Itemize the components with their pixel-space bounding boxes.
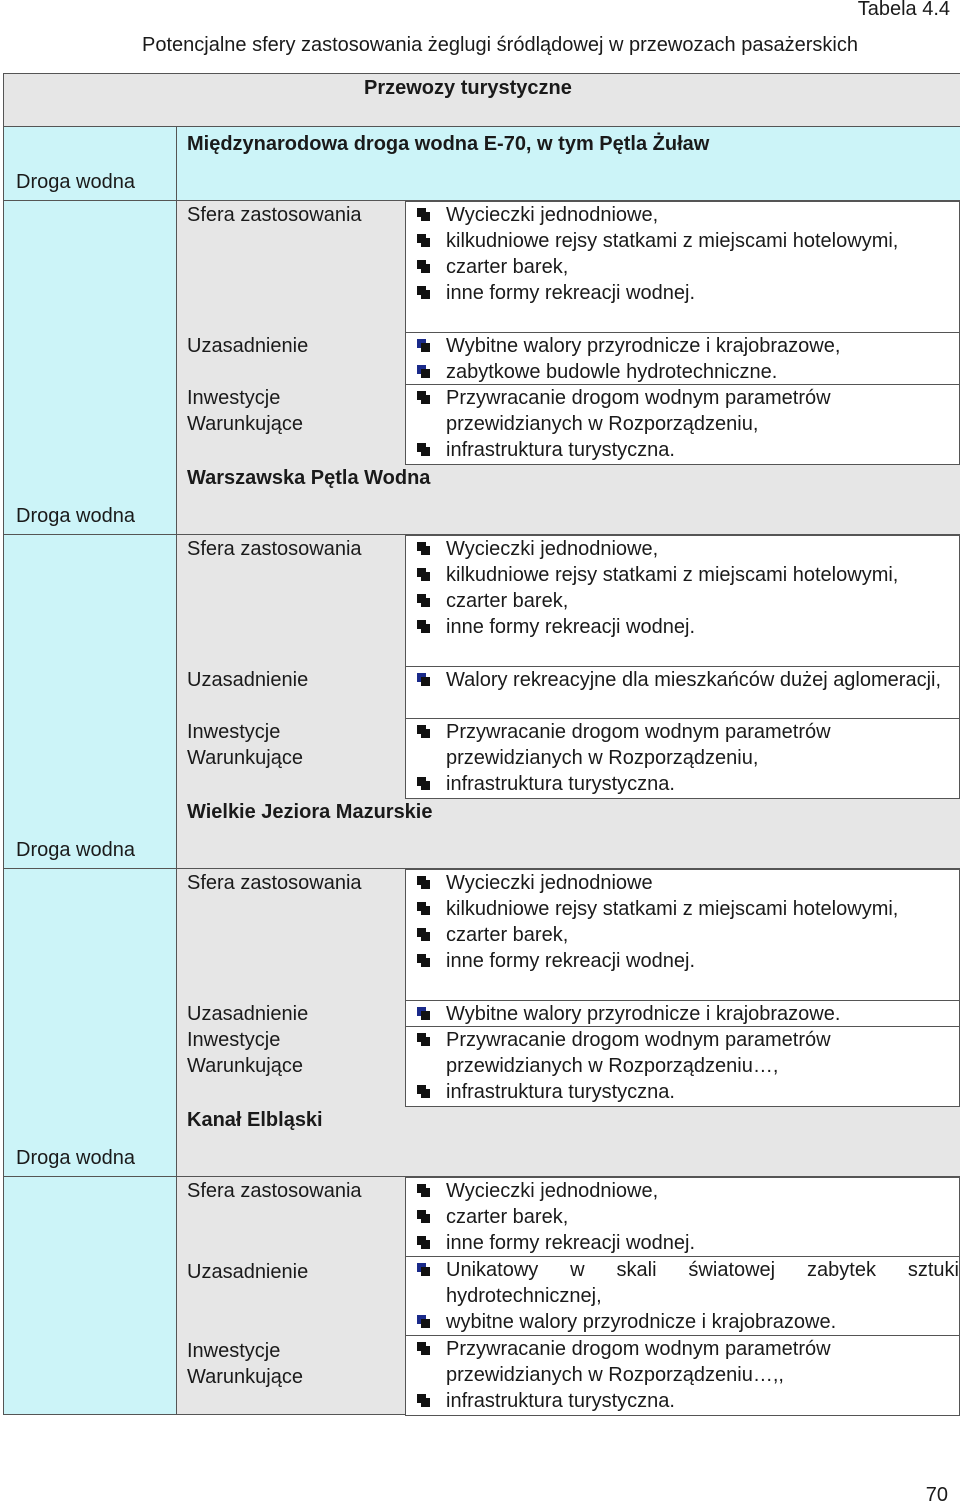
inwestycje-label: Inwestycje Warunkujące xyxy=(187,1027,407,1079)
list-item: Wycieczki jednodniowe, xyxy=(406,1178,959,1204)
bullet-icon xyxy=(417,443,430,456)
inwestycje-section xyxy=(177,1026,960,1106)
inwestycje-list-box xyxy=(405,384,960,465)
droga-wodna-label: Droga wodna xyxy=(16,839,135,862)
uzasadnienie-section xyxy=(177,1000,960,1027)
list-item: kilkudniowe rejsy statkami z miejscami hotelowymi, xyxy=(406,562,959,588)
list-item: czarter barek, xyxy=(406,588,959,614)
inwestycje-section xyxy=(177,718,960,798)
header-label: Przewozy turystyczne xyxy=(364,77,572,100)
bullet-icon xyxy=(417,1236,430,1249)
applications-table xyxy=(3,73,960,1415)
bullet-icon xyxy=(417,1210,430,1223)
bullet-icon xyxy=(417,542,430,555)
uzasadnienie-section xyxy=(177,1256,960,1336)
droga-label-cell xyxy=(4,869,177,1177)
waterway-details-cell xyxy=(177,1177,960,1415)
list-item: Wycieczki jednodniowe xyxy=(406,870,959,896)
sfera-section xyxy=(177,869,960,1001)
list-item: czarter barek, xyxy=(406,922,959,948)
bullet-icon xyxy=(417,620,430,633)
table-title: Potencjalne sfery zastosowania żeglugi śródlądowej w przewozach pasażerskich xyxy=(0,34,960,57)
list-item: Przywracanie drogom wodnym parametrów przewidzianych w Rozporządzeniu…, xyxy=(406,1027,959,1079)
list-item: inne formy rekreacji wodnej. xyxy=(406,280,959,306)
list-item: wybitne walory przyrodnicze i krajobrazowe. xyxy=(406,1309,959,1335)
uzasadnienie-list-box xyxy=(405,666,960,720)
bullet-icon xyxy=(417,365,430,378)
bullet-icon xyxy=(417,286,430,299)
list-item: kilkudniowe rejsy statkami z miejscami hotelowymi, xyxy=(406,896,959,922)
droga-label-cell xyxy=(4,127,177,201)
bullet-icon xyxy=(417,954,430,967)
uzasadnienie-label: Uzasadnienie xyxy=(187,333,407,359)
sfera-list-box xyxy=(405,201,960,334)
uzasadnienie-list-box xyxy=(405,332,960,386)
list-item: czarter barek, xyxy=(406,1204,959,1230)
list-item: Przywracanie drogom wodnym parametrów przewidzianych w Rozporządzeniu…,, xyxy=(406,1336,959,1388)
waterway-name-cell xyxy=(177,127,960,201)
bullet-icon xyxy=(417,208,430,221)
table-number: Tabela 4.4 xyxy=(858,0,950,21)
list-item: infrastruktura turystyczna. xyxy=(406,1079,959,1105)
list-item: Przywracanie drogom wodnym parametrów przewidzianych w Rozporządzeniu, xyxy=(406,719,959,771)
list-item: Unikatowy w skali światowej zabytek sztuki hydrotechnicznej, xyxy=(406,1257,959,1309)
droga-label-cell xyxy=(4,201,177,535)
list-item: kilkudniowe rejsy statkami z miejscami hotelowymi, xyxy=(406,228,959,254)
waterway-name: Międzynarodowa droga wodna E-70, w tym Pętla Żuław xyxy=(187,133,709,156)
bullet-icon xyxy=(417,391,430,404)
droga-wodna-label: Droga wodna xyxy=(16,171,135,194)
inwestycje-list-box xyxy=(405,1026,960,1107)
bullet-icon xyxy=(417,1315,430,1328)
sfera-label: Sfera zastosowania xyxy=(187,1178,407,1204)
uzasadnienie-label: Uzasadnienie xyxy=(187,1001,407,1027)
bullet-icon xyxy=(417,1033,430,1046)
sfera-list-box xyxy=(405,535,960,668)
bullet-icon xyxy=(417,1007,430,1020)
droga-label-cell xyxy=(4,1177,177,1415)
bullet-icon xyxy=(417,260,430,273)
list-item: inne formy rekreacji wodnej. xyxy=(406,614,959,640)
inwestycje-section xyxy=(177,384,960,464)
list-item: czarter barek, xyxy=(406,254,959,280)
sfera-section xyxy=(177,1177,960,1257)
list-item: Przywracanie drogom wodnym parametrów przewidzianych w Rozporządzeniu, xyxy=(406,385,959,437)
waterway-name: Kanał Elbląski xyxy=(187,1109,323,1132)
bullet-icon xyxy=(417,234,430,247)
droga-wodna-label: Droga wodna xyxy=(16,505,135,528)
list-item: inne formy rekreacji wodnej. xyxy=(406,1230,959,1256)
sfera-section xyxy=(177,535,960,667)
uzasadnienie-list-box xyxy=(405,1256,960,1337)
list-item: inne formy rekreacji wodnej. xyxy=(406,948,959,974)
bullet-icon xyxy=(417,876,430,889)
uzasadnienie-label: Uzasadnienie xyxy=(187,1259,407,1285)
list-item: infrastruktura turystyczna. xyxy=(406,437,959,463)
waterway-name: Wielkie Jeziora Mazurskie xyxy=(187,801,433,824)
inwestycje-label: Inwestycje Warunkujące xyxy=(187,719,407,771)
bullet-icon xyxy=(417,673,430,686)
sfera-label: Sfera zastosowania xyxy=(187,202,407,228)
bullet-icon xyxy=(417,1085,430,1098)
table-header xyxy=(4,74,960,127)
list-item: Wycieczki jednodniowe, xyxy=(406,202,959,228)
bullet-icon xyxy=(417,725,430,738)
sfera-list-box xyxy=(405,869,960,1002)
uzasadnienie-list-box xyxy=(405,1000,960,1028)
droga-wodna-label: Droga wodna xyxy=(16,1147,135,1170)
inwestycje-list-box xyxy=(405,1335,960,1416)
inwestycje-section xyxy=(177,1335,960,1415)
page-number: 70 xyxy=(926,1484,948,1507)
bullet-icon xyxy=(417,928,430,941)
list-item: zabytkowe budowle hydrotechniczne. xyxy=(406,359,959,385)
bullet-icon xyxy=(417,902,430,915)
bullet-icon xyxy=(417,777,430,790)
list-item: Walory rekreacyjne dla mieszkańców dużej aglomeracji, xyxy=(406,667,959,693)
bullet-icon xyxy=(417,339,430,352)
bullet-icon xyxy=(417,568,430,581)
bullet-icon xyxy=(417,1184,430,1197)
list-item: infrastruktura turystyczna. xyxy=(406,771,959,797)
waterway-name: Warszawska Pętla Wodna xyxy=(187,467,430,490)
uzasadnienie-label: Uzasadnienie xyxy=(187,667,407,693)
sfera-section xyxy=(177,201,960,333)
list-item: Wybitne walory przyrodnicze i krajobrazowe, xyxy=(406,333,959,359)
list-item: Wycieczki jednodniowe, xyxy=(406,536,959,562)
inwestycje-label: Inwestycje Warunkujące xyxy=(187,385,407,437)
waterway-details-cell xyxy=(177,869,960,1177)
bullet-icon xyxy=(417,1263,430,1276)
droga-label-cell xyxy=(4,535,177,869)
bullet-icon xyxy=(417,1394,430,1407)
list-item: Wybitne walory przyrodnicze i krajobrazowe. xyxy=(406,1001,959,1027)
inwestycje-list-box xyxy=(405,718,960,799)
bullet-icon xyxy=(417,594,430,607)
bullet-icon xyxy=(417,1342,430,1355)
waterway-details-cell xyxy=(177,201,960,535)
uzasadnienie-section xyxy=(177,332,960,385)
inwestycje-label: Inwestycje Warunkujące xyxy=(187,1338,407,1390)
uzasadnienie-section xyxy=(177,666,960,719)
sfera-label: Sfera zastosowania xyxy=(187,870,407,896)
sfera-list-box xyxy=(405,1177,960,1258)
sfera-label: Sfera zastosowania xyxy=(187,536,407,562)
list-item: infrastruktura turystyczna. xyxy=(406,1388,959,1414)
waterway-details-cell xyxy=(177,535,960,869)
